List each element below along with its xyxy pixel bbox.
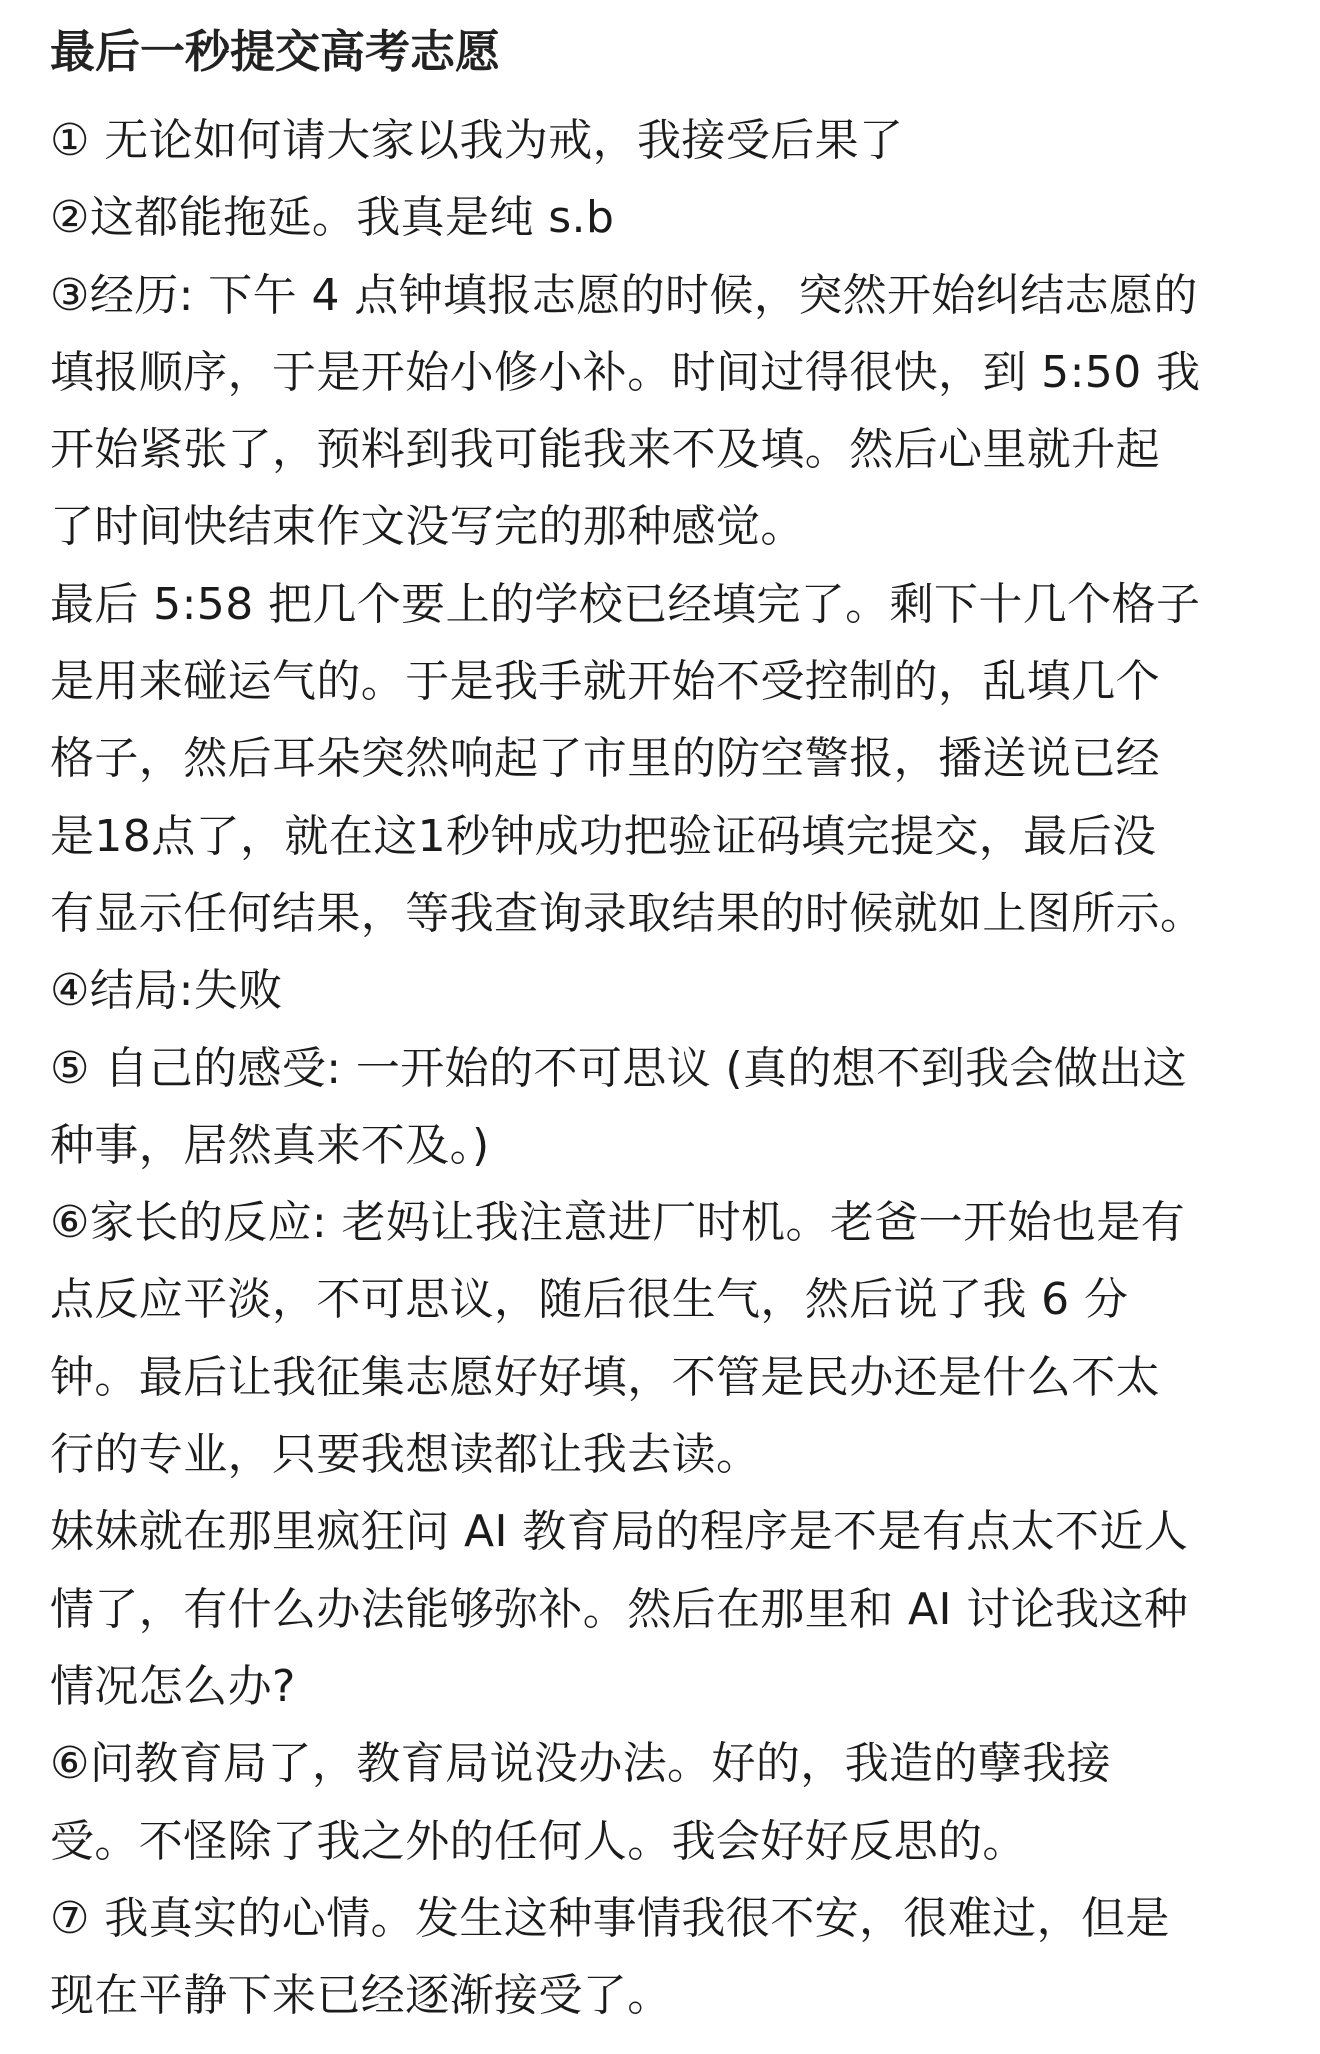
post-line: 受。不怪除了我之外的任何人。我会好好反思的。 bbox=[50, 1815, 1027, 1867]
post-body bbox=[50, 14, 1295, 2034]
post-line: 情况怎么办? bbox=[50, 1660, 296, 1712]
post-line: 有显示任何结果，等我查询录取结果的时候就如上图所示。 bbox=[50, 887, 1205, 939]
post-line: 点反应平淡，不可思议，随后很生气，然后说了我 6 分 bbox=[50, 1274, 1129, 1326]
post-line: 是用来碰运气的。于是我手就开始不受控制的，乱填几个 bbox=[50, 656, 1160, 708]
post-line: ⑦ 我真实的心情。发生这种事情我很不安，很难过，但是 bbox=[50, 1892, 1170, 1944]
post-title: 最后一秒提交高考志愿 bbox=[50, 25, 501, 78]
post-line: 了时间快结束作文没写完的那种感觉。 bbox=[50, 501, 805, 553]
post-line: 填报顺序，于是开始小修小补。时间过得很快，到 5:50 我 bbox=[50, 346, 1201, 398]
post-line: ③经历: 下午 4 点钟填报志愿的时候，突然开始纠结志愿的 bbox=[50, 269, 1198, 321]
post-line: ⑥家长的反应: 老妈让我注意进厂时机。老爸一开始也是有 bbox=[50, 1197, 1186, 1249]
post-line: ① 无论如何请大家以我为戒，我接受后果了 bbox=[50, 115, 904, 166]
post-line: ④结局:失败 bbox=[50, 965, 283, 1017]
post-line: 行的专业，只要我想读都让我去读。 bbox=[50, 1429, 761, 1481]
post-line: 开始紧张了，预料到我可能我来不及填。然后心里就升起 bbox=[50, 424, 1160, 476]
post-line: 格子，然后耳朵突然响起了市里的防空警报，播送说已经 bbox=[50, 733, 1160, 785]
post-line: 情了，有什么办法能够弥补。然后在那里和 AI 讨论我这种 bbox=[50, 1583, 1189, 1635]
post-line: 最后 5:58 把几个要上的学校已经填完了。剩下十几个格子 bbox=[50, 578, 1201, 630]
post-line: ⑥问教育局了，教育局说没办法。好的，我造的孽我接 bbox=[50, 1738, 1112, 1790]
post-line: 钟。最后让我征集志愿好好填，不管是民办还是什么不太 bbox=[50, 1351, 1160, 1403]
post-line: ⑤ 自己的感受: 一开始的不可思议 (真的想不到我会做出这 bbox=[50, 1042, 1187, 1094]
post-line: 现在平静下来已经逐渐接受了。 bbox=[50, 1970, 672, 2022]
post-line: 是18点了，就在这1秒钟成功把验证码填完提交，最后没 bbox=[50, 810, 1157, 862]
post-line: ②这都能拖延。我真是纯 s.b bbox=[50, 192, 615, 244]
post-line: 种事，居然真来不及。) bbox=[50, 1119, 490, 1171]
post-line: 妹妹就在那里疯狂问 AI 教育局的程序是不是有点太不近人 bbox=[50, 1506, 1189, 1558]
